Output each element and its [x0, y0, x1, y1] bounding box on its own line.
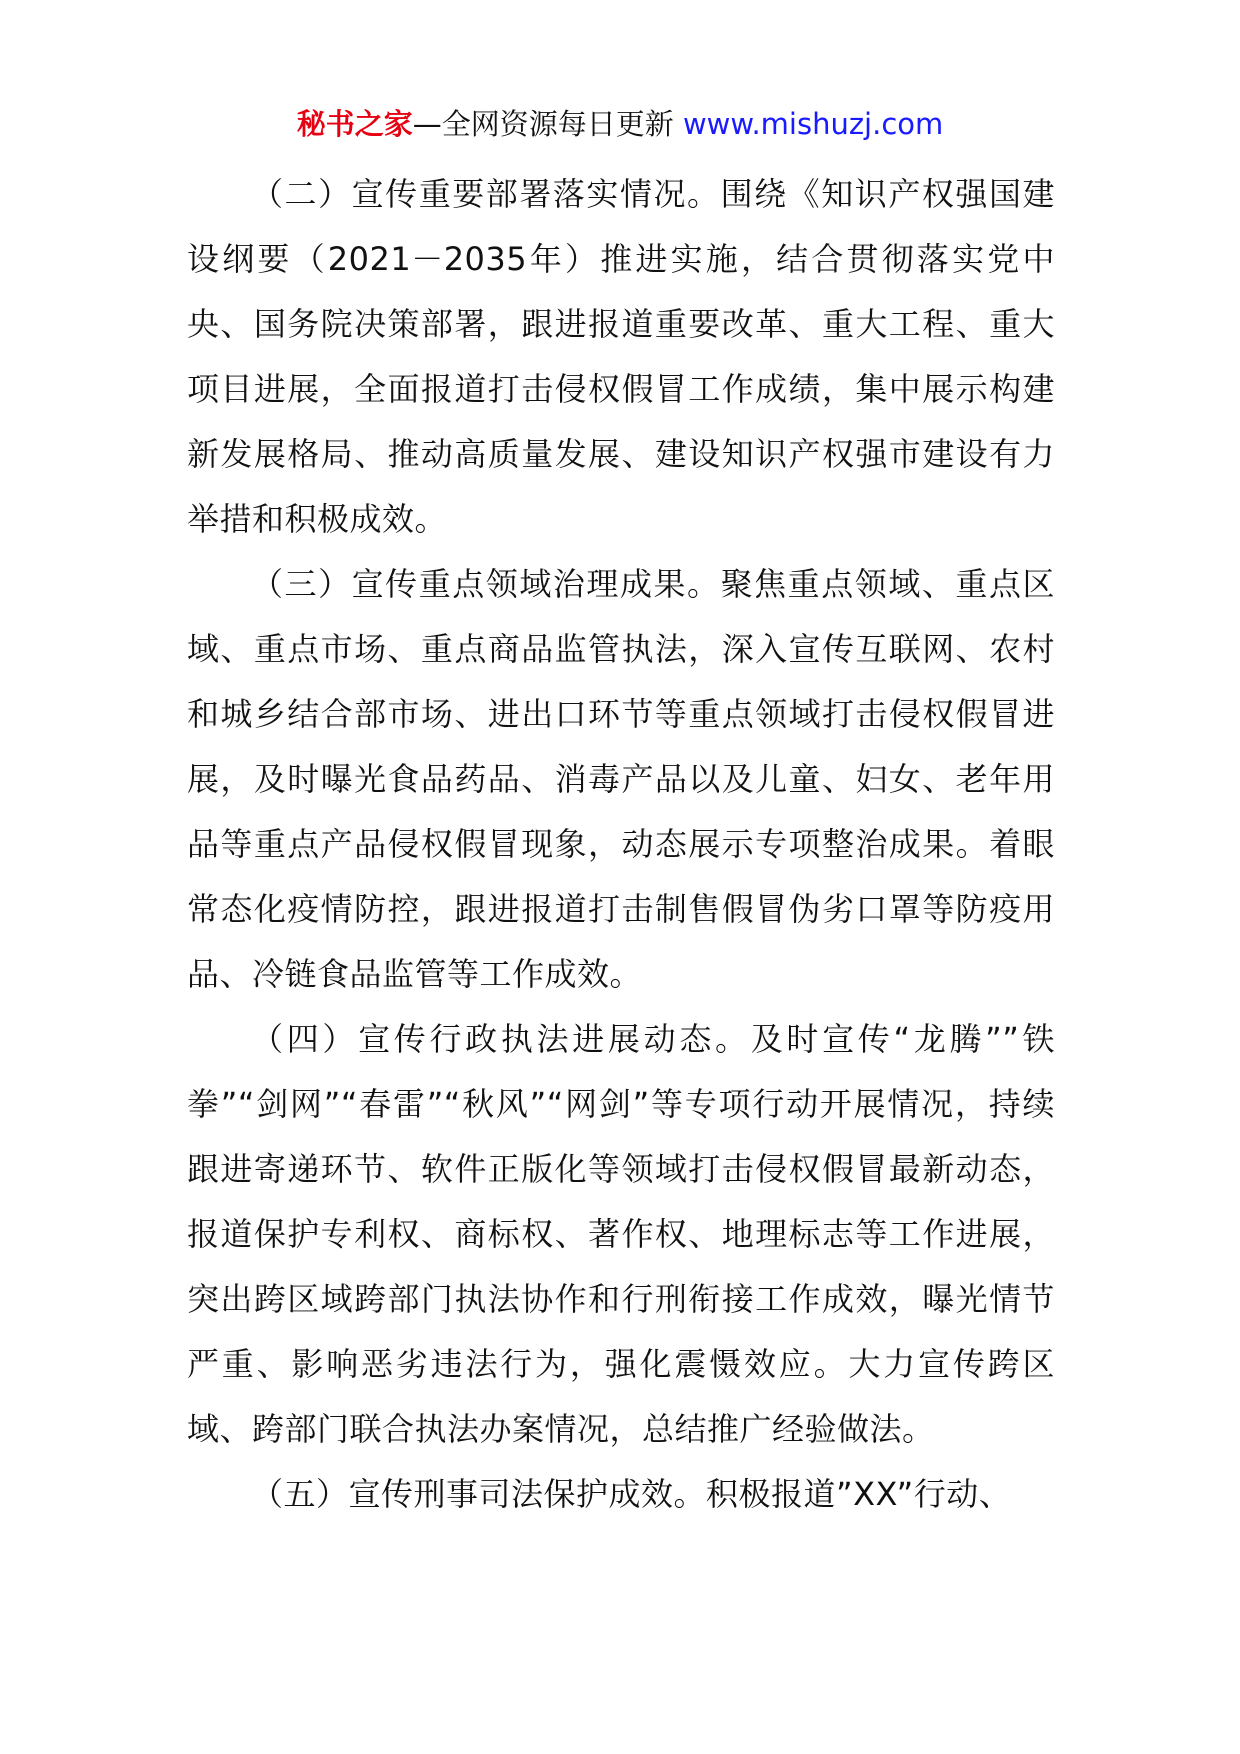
header-slogan: —全网资源每日更新	[412, 107, 674, 141]
paragraph-two: （二）宣传重要部署落实情况。围绕《知识产权强国建设纲要（2021－2035年）推进实施，结合贯彻落实党中央、国务院决策部署，跟进报道重要改革、重大工程、重大项目进展，全面报道打击侵权假冒工作成绩，集中展示构建新发展格局、推动高质量发展、建设知识产权强市建设有力举措和积极成效。	[187, 175, 1055, 538]
header-brand: 秘书之家	[296, 107, 413, 141]
document-body	[187, 162, 1055, 1527]
paragraph-five: （五）宣传刑事司法保护成效。积极报道”XX”行动、	[251, 1475, 1012, 1513]
paragraph-four: （四）宣传行政执法进展动态。及时宣传“龙腾””铁拳”“剑网”“春雷”“秋风”“网剑”等专项行动开展情况，持续跟进寄递环节、软件正版化等领域打击侵权假冒最新动态，报道保护专利权、商标权、著作权、地理标志等工作进展，突出跨区域跨部门执法协作和行刑衔接工作成效，曝光情节严重、影响恶劣违法行为，强化震慑效应。大力宣传跨区域、跨部门联合执法办案情况，总结推广经验做法。	[187, 1020, 1055, 1448]
page-header	[0, 104, 1240, 144]
paragraph-three: （三）宣传重点领域治理成果。聚焦重点领域、重点区域、重点市场、重点商品监管执法，深入宣传互联网、农村和城乡结合部市场、进出口环节等重点领域打击侵权假冒进展，及时曝光食品药品、消毒产品以及儿童、妇女、老年用品等重点产品侵权假冒现象，动态展示专项整治成果。着眼常态化疫情防控，跟进报道打击制售假冒伪劣口罩等防疫用品、冷链食品监管等工作成效。	[187, 565, 1055, 993]
header-url-link[interactable]: www.mishuzj.com	[682, 107, 944, 141]
